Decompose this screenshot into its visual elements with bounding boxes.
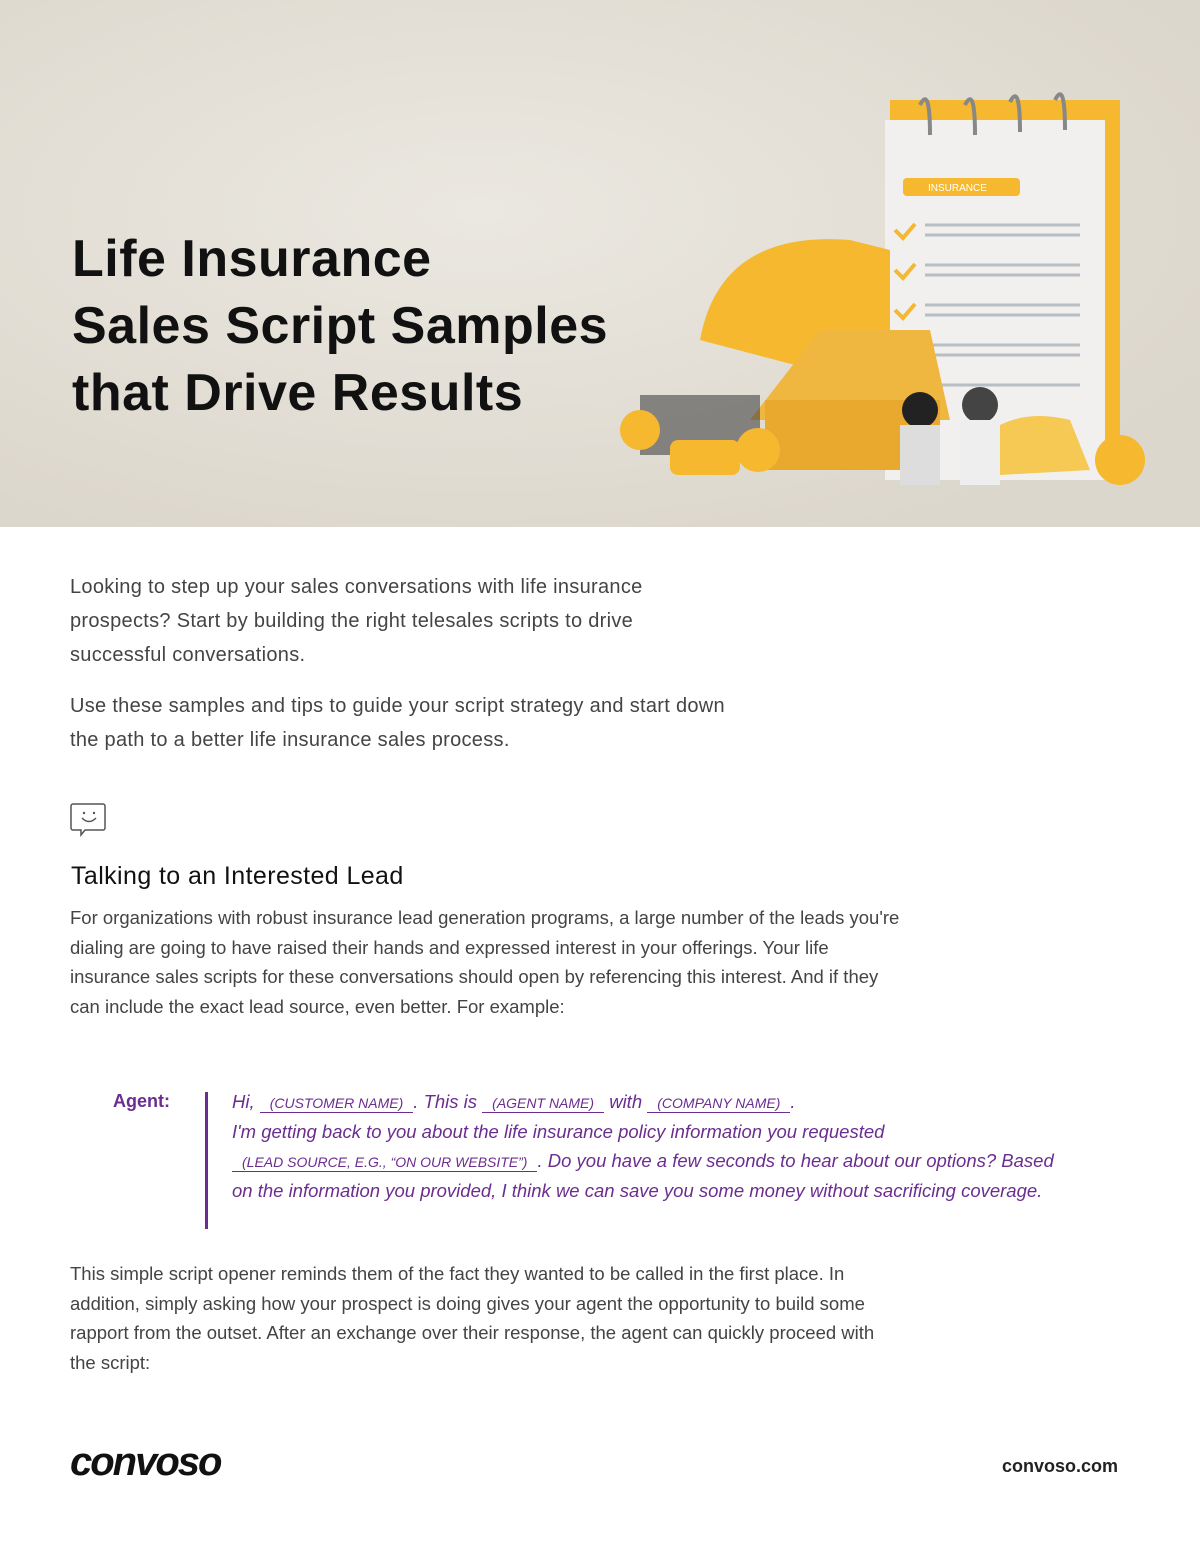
intro-paragraph: Looking to step up your sales conversations with life insurance prospects? Start by building the right telesales scripts to drive successful conversations. <box>70 576 643 666</box>
script-text: with <box>609 1091 643 1112</box>
section-heading: Talking to an Interested Lead <box>71 862 404 890</box>
blank-customer-name: (CUSTOMER NAME) <box>260 1094 414 1113</box>
script-text: I'm getting back to you about the life insurance policy information you requested <box>232 1120 885 1142</box>
script-text: Hi, <box>232 1091 255 1112</box>
blank-company-name: (COMPANY NAME) <box>647 1094 790 1113</box>
section-body: For organizations with robust insurance lead generation programs, a large number of the leads you're dialing are going to have raised their hands and expressed interest in your offerings. Your life insurance sales scripts for these conversations should open by referencing this interest. And if they can include the exact lead source, even better. For example: <box>70 907 900 1017</box>
script-text: . <box>790 1091 796 1112</box>
script-text: . Do you have a few seconds to hear about our options? Based on the information you provided, I think we can save you some money without sacrificing coverage. <box>232 1150 1054 1201</box>
title-line: Life Insurance <box>72 230 432 288</box>
chat-smile-icon <box>70 802 108 838</box>
insurance-illustration <box>600 90 1160 510</box>
svg-text:INSURANCE: INSURANCE <box>928 183 987 194</box>
script-text: . This is <box>413 1091 478 1112</box>
quote-bar <box>205 1092 208 1229</box>
page-title <box>72 226 608 427</box>
title-line: that Drive Results <box>72 364 524 422</box>
convoso-logo: convoso <box>70 1440 221 1484</box>
footer-url[interactable]: convoso.com <box>1002 1456 1119 1476</box>
script-example <box>232 1087 1072 1205</box>
section-after: This simple script opener reminds them of the fact they wanted to be called in the first place. In addition, simply asking how your prospect is doing gives your agent the opportunity to build some rapport from the outset. After an exchange over their response, the agent can quickly proceed with the script: <box>70 1263 875 1373</box>
hero-banner <box>0 0 1200 527</box>
intro-paragraph: Use these samples and tips to guide your script strategy and start down the path to a better life insurance sales process. <box>70 695 725 751</box>
blank-lead-source: (LEAD SOURCE, E.G., “ON OUR WEBSITE”) <box>232 1153 537 1172</box>
blank-agent-name: (AGENT NAME) <box>482 1094 604 1113</box>
title-line: Sales Script Samples <box>72 297 609 355</box>
agent-label: Agent: <box>113 1091 170 1111</box>
